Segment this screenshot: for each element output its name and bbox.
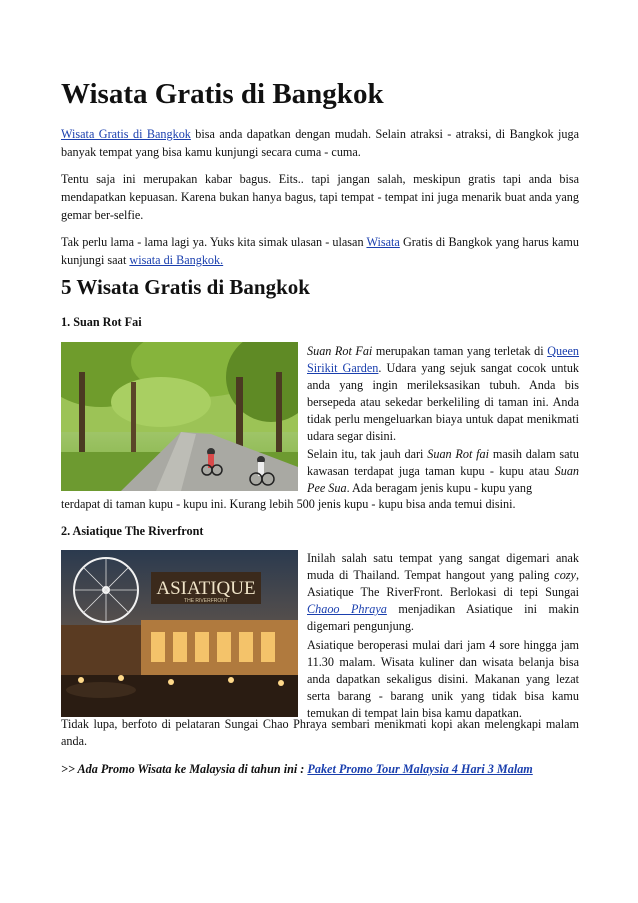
- item1-name-3: Suan Pee Sua: [307, 464, 579, 495]
- item1-text-5: . Ada beragam jenis kupu - kupu yang: [346, 481, 533, 495]
- asiatique-sign-subtext: THE RIVERFRONT: [184, 598, 228, 604]
- item2-text-2: , Asiatique The RiverFront. Berlokasi di tepi Sungai: [307, 568, 579, 599]
- promo-line: [61, 760, 533, 778]
- chao-phraya-link[interactable]: Chaoo Phraya: [307, 602, 387, 616]
- intro-text-3a: Tak perlu lama - lama lagi ya. Yuks kita simak ulasan - ulasan: [61, 235, 367, 249]
- queen-sirikit-link[interactable]: Queen Sirikit Garden: [307, 344, 579, 375]
- item2-text-3: menjadikan Asiatique ini makin digemari pengunjung.: [307, 602, 579, 633]
- item2-cozy: cozy: [554, 568, 576, 582]
- item1-name-2: Suan Rot fai: [427, 447, 490, 461]
- item1-name: Suan Rot Fai: [307, 344, 373, 358]
- intro-link-wisata[interactable]: Wisata: [366, 235, 400, 249]
- intro-text-1: bisa anda dapatkan dengan mudah. Selain atraksi - atraksi, di Bangkok juga banyak tempat yang bisa kamu kunjungi secara cuma - cuma.: [61, 127, 579, 159]
- intro-link-wisata-bangkok[interactable]: wisata di Bangkok.: [129, 253, 224, 267]
- item1-text-1: merupakan taman yang terletak di: [372, 344, 548, 358]
- item2-paragraph-3: Tidak lupa, berfoto di pelataran Sungai Chao Phraya sembari menikmati kopi akan melengkapi malam anda.: [61, 717, 579, 748]
- item2-paragraph-2: Asiatique beroperasi mulai dari jam 4 sore hingga jam 11.30 malam. Wisata kuliner dan wisata belanja bisa anda dapatkan sekaligus disini. Makanan yang lezat serta barang - barang unik yang tidak bisa kamu temukan di tempat lain bisa kamu dapatkan.: [307, 638, 579, 720]
- asiatique-image: [61, 550, 298, 717]
- section-title: 5 Wisata Gratis di Bangkok: [61, 275, 310, 299]
- item1-text-3: Selain itu, tak jauh dari: [307, 447, 428, 461]
- intro-text-3b: Gratis di Bangkok yang harus kamu kunjungi saat: [61, 235, 579, 267]
- intro-paragraph-1: [61, 125, 579, 161]
- item2-text-1: Inilah salah satu tempat yang sangat digemari anak muda di Thailand. Tempat hangout yang paling: [307, 551, 579, 582]
- promo-prefix: >> Ada Promo Wisata ke Malaysia di tahun ini :: [61, 762, 308, 776]
- intro-link-wisata-gratis[interactable]: Wisata Gratis di Bangkok: [61, 127, 191, 141]
- item2-heading: 2. Asiatique The Riverfront: [61, 524, 204, 538]
- park-image: [61, 342, 298, 491]
- item1-paragraph-2: [307, 446, 579, 497]
- item1-text-4: masih dalam satu kawasan terdapat juga taman kupu - kupu atau: [307, 447, 579, 478]
- intro-paragraph-3: [61, 233, 579, 269]
- page-title: Wisata Gratis di Bangkok: [61, 78, 384, 110]
- intro-paragraph-2: Tentu saja ini merupakan kabar bagus. Eits.. tapi jangan salah, meskipun gratis tapi anda bisa mendapatkan kepuasan. Karena bukan hanya bagus, tapi tempat - tempat ini juga menarik buat anda yang gemar ber-selfie.: [61, 172, 579, 222]
- item1-heading: 1. Suan Rot Fai: [61, 315, 142, 329]
- item2-paragraph-1: [307, 550, 579, 635]
- suan-rot-fai-photo: [61, 342, 298, 491]
- asiatique-photo: [61, 550, 298, 717]
- promo-tour-link[interactable]: Paket Promo Tour Malaysia 4 Hari 3 Malam: [307, 762, 533, 776]
- item1-paragraph-3: terdapat di taman kupu - kupu ini. Kurang lebih 500 jenis kupu - kupu bisa anda temui disini.: [61, 497, 516, 511]
- item1-text-2: . Udara yang sejuk sangat cocok untuk anda yang ingin merileksasikan tubuh. Anda bis bersepeda atau sekedar berkeliling di taman ini. Anda tidak perlu mengeluarkan biaya untuk dapat menikmati udara segar disini.: [307, 361, 580, 443]
- item1-paragraph-1: [307, 343, 579, 445]
- asiatique-sign-text: ASIATIQUE: [156, 578, 256, 599]
